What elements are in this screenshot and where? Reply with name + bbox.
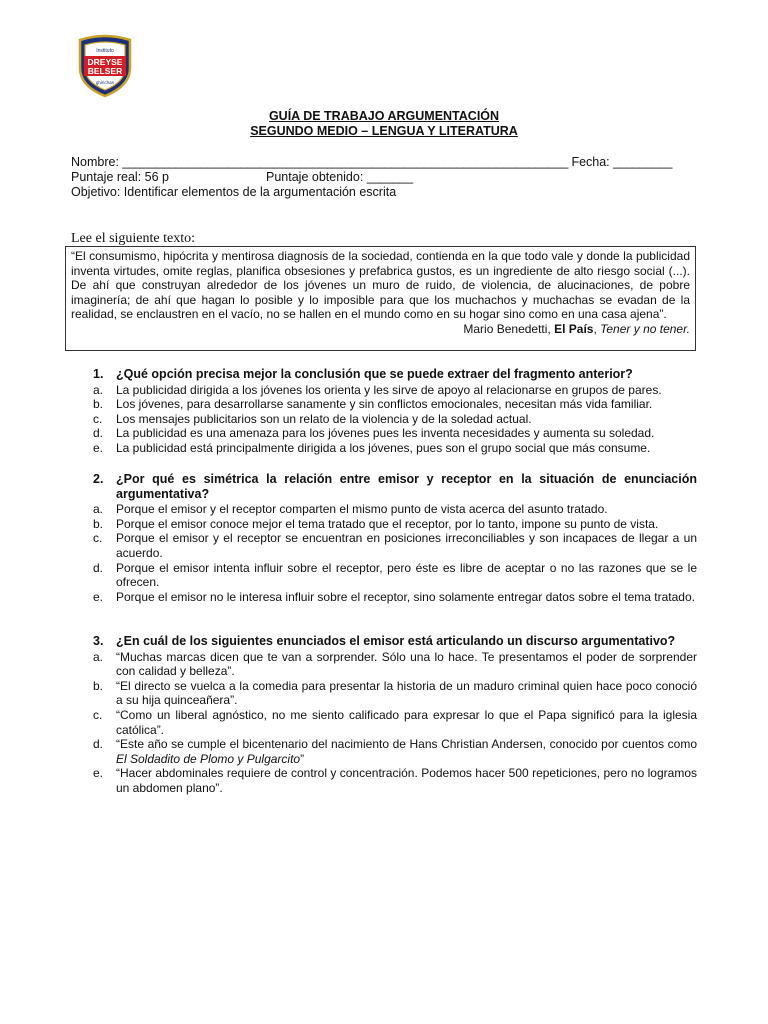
option-a[interactable]: a. “Muchas marcas dicen que te van a sorprender. Sólo una lo hace. Te presentamos el poder de sorprender con calidad y belleza”. — [93, 649, 697, 679]
document-titles — [0, 109, 768, 139]
option-b[interactable]: b. “El directo se vuelca a la comedia para presentar la historia de un maduro criminal quien hace poco conoció a su hija quinceañera”. — [93, 678, 697, 708]
svg-text:ghinchan: ghinchan — [95, 80, 115, 85]
option-c[interactable]: c. Porque el emisor y el receptor se encuentran en posiciones irreconciliables y son incapaces de llegar a un acuerdo. — [93, 531, 697, 560]
question-1 — [93, 367, 697, 456]
nombre-field[interactable]: ____________________________________________________________________ — [122, 155, 568, 169]
question-title: 2. ¿Por qué es simétrica la relación entre emisor y receptor en la situación de enunciación argumentativa? — [93, 472, 697, 501]
document-subtitle: SEGUNDO MEDIO – LENGUA Y LITERATURA — [250, 124, 518, 138]
nombre-row — [71, 155, 701, 170]
option-a[interactable]: a. Porque el emisor y el receptor comparten el mismo punto de vista acerca del asunto tratado. — [93, 502, 608, 517]
document-title: GUÍA DE TRABAJO ARGUMENTACIÓN — [268, 109, 500, 123]
question-number: 2. — [93, 472, 104, 486]
question-3 — [93, 634, 697, 796]
puntaje-real: Puntaje real: 56 p — [71, 170, 169, 184]
reading-citation: Mario Benedetti, El País, Tener y no tener. — [463, 321, 690, 336]
puntaje-obtenido-label: Puntaje obtenido: — [266, 170, 364, 184]
shield-crest-icon — [76, 34, 134, 98]
option-b[interactable]: b. Porque el emisor conoce mejor el tema tratado que el receptor, por lo tanto, impone su punto de vista. — [93, 516, 659, 531]
option-e[interactable]: e. La publicidad está principalmente dirigida a los jóvenes, pues son el grupo social que más consume. — [93, 440, 651, 455]
option-d[interactable]: d. Porque el emisor intenta influir sobre el receptor, pero éste es libre de aceptar o no las razones que se le ofrecen. — [93, 560, 697, 590]
school-logo — [76, 34, 134, 98]
citation-source: El País — [554, 321, 594, 336]
question-2 — [93, 472, 697, 604]
question-number: 3. — [93, 634, 104, 648]
puntaje-row — [71, 170, 701, 185]
question-number: 1. — [93, 367, 104, 381]
citation-work: Tener y no tener. — [600, 321, 690, 336]
question-title: 3. ¿En cuál de los siguientes enunciados el emisor está articulando un discurso argumentativo? — [93, 634, 676, 648]
option-e[interactable]: e. Porque el emisor no le interesa influir sobre el receptor, sino solamente entregar datos sobre el tema tratado. — [93, 589, 695, 604]
fecha-field[interactable]: _________ — [613, 155, 673, 169]
option-c[interactable]: c. “Como un liberal agnóstico, no me siento calificado para expresar lo que el Papa significó para la iglesia católica”. — [93, 707, 697, 737]
svg-text:DREYSE: DREYSE — [87, 57, 123, 67]
fecha-label: Fecha: — [571, 155, 610, 169]
svg-text:BELSER: BELSER — [87, 66, 123, 76]
option-d[interactable]: d. La publicidad es una amenaza para los jóvenes pues les inventa necesidades y aumenta su soledad. — [93, 426, 655, 441]
option-b[interactable]: b. Los jóvenes, para desarrollarse sanamente y sin conflictos emocionales, necesitan más vida familiar. — [93, 397, 653, 412]
student-info — [71, 155, 701, 200]
objetivo: Objetivo: Identificar elementos de la argumentación escrita — [71, 185, 397, 199]
option-c[interactable]: c. Los mensajes publicitarios son un relato de la violencia y de la soledad actual. — [93, 411, 532, 426]
option-a[interactable]: a. La publicidad dirigida a los jóvenes los orienta y les sirve de apoyo al relacionarse en grupos de pares. — [93, 382, 662, 397]
reading-text: “El consumismo, hipócrita y mentirosa diagnosis de la sociedad, contienda en la que todo vale y donde la publicidad inventa virtudes, omite reglas, planifica obsesiones y prefabrica gustos, es un ingrediente de alto riesgo social (...). De ahí que construyan alrededor de los jóvenes un muro de ruido, de violencia, de alucinaciones, de pobre imaginería; de ahí que hagan lo posible y lo imposible para que los muchachos y muchachas se evadan de la realidad, se enclaustren en el vacío, no se hallen en el mundo como en su hogar sino como en una casa ajena”. — [71, 249, 690, 322]
question-title: 1. ¿Qué opción precisa mejor la conclusión que se puede extraer del fragmento anterior? — [93, 367, 633, 381]
option-d[interactable]: d. “Este año se cumple el bicentenario del nacimiento de Hans Christian Andersen, conocido por cuentos como El Soldadito de Plomo y Pulgarcito” — [93, 737, 697, 766]
option-e[interactable]: e. “Hacer abdominales requiere de control y concentración. Podemos hacer 500 repeticiones, pero no logramos un abdomen plano”. — [93, 766, 697, 795]
reading-text-box — [65, 246, 696, 351]
reading-instruction: Lee el siguiente texto: — [71, 231, 196, 246]
nombre-label: Nombre: — [71, 155, 119, 169]
puntaje-obtenido-field[interactable]: _______ — [366, 170, 413, 184]
svg-text:Instituto: Instituto — [96, 48, 114, 54]
citation-author: Mario Benedetti, — [463, 321, 551, 336]
